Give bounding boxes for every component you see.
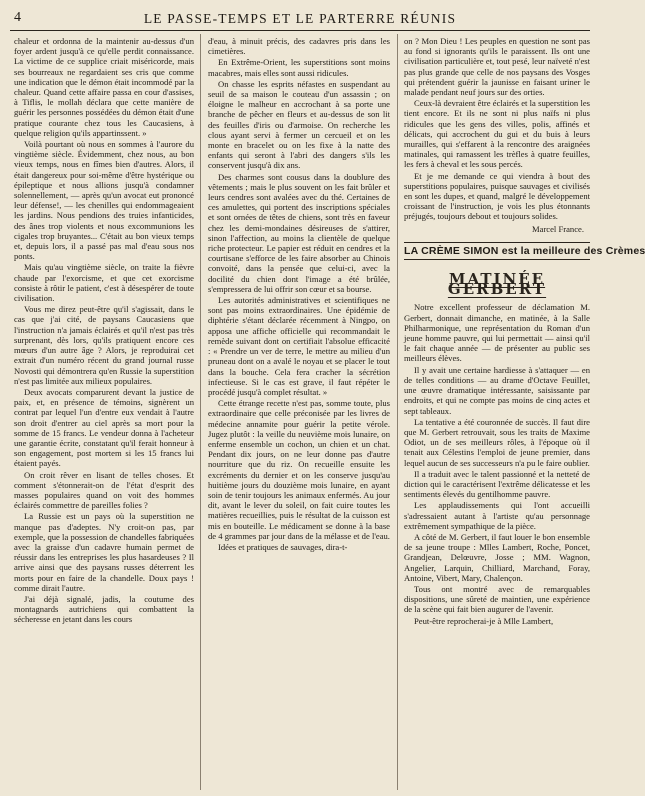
paragraph: J'ai déjà signalé, jadis, la coutume des montagnards autrichiens qui combattent la sécheresse en jetant dans les cours	[14, 593, 194, 625]
page-number: 4	[14, 10, 21, 25]
running-title: LE PASSE-TEMPS ET LE PARTERRE RÉUNIS	[143, 11, 457, 26]
advertisement-banner: LA CRÈME SIMON est la meilleure des Crèmes	[404, 242, 590, 260]
paragraph: Tous ont montré avec de remarquables dispositions, une sûreté de maintien, une expérience de la scène qui fait bien augurer de l'avenir.	[404, 583, 590, 615]
column-middle	[208, 36, 390, 788]
paragraph: Il a traduit avec le talent passionné et la netteté de diction qui le caractérisent l'extrême délicatesse et les sentiments élevés du gentilhomme pauvre.	[404, 468, 590, 500]
article-signature: Marcel France.	[531, 223, 584, 234]
column-divider	[200, 34, 201, 790]
page-header	[10, 6, 590, 31]
paragraph: Les autorités administratives et scientifiques ne sont pas moins extraordinaires. Une épidémie de diphtérie s'étant déclarée récemment à Ningpo, on apposa une affiche officielle qui recommandait le remède suivant dont on certifiait l'absolue efficacité : « Prendre un ver de terre, le mettre au milieu d'un pruneau dont on a avalé le noyau et se placer le tout dans la bouche. Cela fera cracher la sécrétion infectieuse. Si le cas est grave, il faut répéter le procédé jusqu'à complet résultat. »	[208, 295, 390, 397]
paragraph: on ? Mon Dieu ! Les peuples en question ne sont pas au fond si ignorants qu'ils le paraissent. Ils ont une civilisation particulière et, tout pesé, leur naïveté n'est pas plus grande que celle de nos paysans des Vosges qui prétendent guérir la jaunisse en faisant uriner le malade pendant neuf jours sur des orties.	[404, 36, 590, 98]
paragraph: Voilà pourtant où nous en sommes à l'aurore du vingtième siècle. Évidemment, chez nous, au bon vieux temps, nous en fîmes bien d'autres. Alors, il était dangereux pour soi-même d'être hystérique ou épileptique et nous allions jusqu'à condamner solennellement, — après qu'un avocat eut prononcé leur défense!, — les chenilles qui endommageaient les jardins. Nous pendions des truies infanticides, des ânes trop violents et nous excommunions les cigales trop bruyantes... C'était au bon vieux temps et, depuis lors, il a passé pas mal d'eau sous nos ponts.	[14, 139, 194, 262]
paragraph: La tentative a été couronnée de succès. Il faut dire que M. Gerbert retrouvait, sous les traits de Maxime Odiot, un de ses meilleurs rôles, à l'époque où il tenait aux Célestins l'emploi de jeune premier, dans lequel aucun de ses successeurs n'a pu le faire oublier.	[404, 416, 590, 468]
paragraph: La Russie est un pays où la superstition ne manque pas d'adeptes. N'y croit-on pas, par exemple, que la possession de chandelles fabriquées avec la graisse d'un cadavre humain permet de réussir dans les entreprises les plus hasardeuses ? Il arrive ainsi que des paysans russes déterrent les morts pour en faire de la chandelle. Doux pays ! comme dirait l'autre.	[14, 511, 194, 593]
column-left	[14, 36, 194, 788]
paragraph: Et je me demande ce qui viendra à bout des superstitions populaires, puisque sauvages et civilisés en sont les dupes, et quand, malgré le développement croissant de l'instruction, je vois les plus étonnants préjugés, toujours debout et toujours solides.	[404, 170, 590, 222]
paragraph: Il y avait une certaine hardiesse à s'attaquer — en de telles conditions — au drame d'Octave Feuillet, une œuvre dramatique intéressante, saisissante par endroits, et qui ne compte pas moins de cinq actes et sept tableaux.	[404, 364, 590, 416]
paragraph: Des charmes sont cousus dans la doublure des vêtements ; mais le plus souvent on les fait brûler et leurs cendres sont avalées avec du thé. Certaines de ces amulettes, qui portent des inscriptions spéciales et sont ornées de têtes de chiens, sont très en faveur chez les demi-mondaines désireuses de s'attirer, sinon l'affection, au moins la clientèle de quelque riche protecteur. Le papier est réduit en cendres et la courtisane s'efforce de les faire absorber au Chinois convoité, dans la pensée que celui-ci, avec la docilité du chien dont l'image a été brûlée, s'empressera de lui offrir son cœur et sa bourse.	[208, 171, 390, 294]
paragraph: Idées et pratiques de sauvages, dira-t-	[218, 541, 348, 552]
paragraph: On chasse les esprits néfastes en suspendant au seuil de sa maison le couteau d'un assassin ; on éloigne le malheur en accrochant à sa porte une branche de pêcher en fleurs et au-dessus de son lit des feuilles d'iris ou d'armoise. On recherche les clous ayant servi à fermer un cercueil et on les monte en bracelet ou on les fixe à la natte des enfants qui seront à l'abri des dangers s'ils les conservent jusqu'à dix ans.	[208, 78, 390, 171]
section-title: MATINÉE GERBERT	[447, 270, 547, 299]
paragraph: En Extrême-Orient, les superstitions sont moins macabres, mais elles sont aussi ridicules.	[208, 57, 390, 78]
paragraph: chaleur et ordonna de la maintenir au-dessus d'un foyer ardent jusqu'à ce qu'elle perdit connaissance. La victime de ce supplice criait miséricorde, mais ses bourreaux ne regardaient ses cris que comme une indication que le démon était incommodé par la chaleur. Quand cette affaire passa en cour d'assises, à Tiflis, le mollah déclara que cette manière de guérir les personnes possédées du démon était d'une pratique courante chez tous les Caucasiens, à quelque religion qu'ils appartinssent. »	[14, 36, 194, 138]
paragraph: d'eau, à minuit précis, des cadavres pris dans les cimetières.	[208, 36, 390, 57]
paragraph: Mais qu'au vingtième siècle, on traite la fièvre chaude par l'exorcisme, et que cet exorcisme consiste à rôtir le patient, c'est à désespérer de toute civilisation.	[14, 262, 194, 304]
paragraph: Notre excellent professeur de déclamation M. Gerbert, donnait dimanche, en matinée, à la Salle Philharmonique, une représentation du Roman d'un jeune homme pauvre, qui lui permettait — ainsi qu'il le fait chaque année — de présenter au public ses meilleurs élèves.	[404, 302, 590, 364]
paragraph: Les applaudissements qui l'ont accueilli s'adressaient autant à l'artiste qu'au personnage extrêmement sympathique de la pièce.	[404, 500, 590, 531]
column-right	[404, 36, 645, 788]
column-divider	[397, 34, 398, 790]
paragraph: Cette étrange recette n'est pas, somme toute, plus extraordinaire que celle préconisée par les livres de médecine annamite pour guérir la petite vérole. Jugez plutôt : la veille du neuvième mois lunaire, on enferme ensemble un cochon, un chien et un chat. Pendant dix jours, on ne leur donne pas d'autre nourriture que du riz. On recueille ensuite les excréments du dernier et on les conserve jusqu'au huitième jours du douzième mois lunaire, en ayant soin de tenir toujours les animaux enfermés. Au jour dit, avant le lever du soleil, on fait cuire toutes les matières recueillies, puis le résultat de la cuisson est mis en bouteille. Le médicament se donne à la base de 4 grammes par jour dans de la mélasse et de l'eau.	[208, 398, 390, 541]
paragraph: On croit rêver en lisant de telles choses. Et comment s'étonnerait-on de l'état d'esprit des masses populaires quand on voit des hommes éclairés commettre de pareilles folies ?	[14, 469, 194, 511]
paragraph: A côté de M. Gerbert, il faut louer le bon ensemble de sa jeune troupe : Mlles Lambert, Roche, Poncet, Grandjean, Delœuvre, Josse ; MM. Wagnon, Angelier, Larquin, Chilliard, Marchand, Foray, Antoine, Vibert, Mary, Chalençon.	[404, 531, 590, 583]
paragraph: Vous me direz peut-être qu'il s'agissait, dans le cas que j'ai cité, de paysans Caucasiens que l'instruction n'a jamais éclairés et qu'il n'est pas très surprenant, dès lors, qu'ils pratiquent encore ces mœurs d'un autre âge ? Alors, je reproduirai cet extrait d'un numéro récent du grand journal russe Novosti qui démontrera qu'en Russie la superstition n'est pas limitée aux milieux populaires.	[14, 304, 194, 386]
paragraph: Peut-être reprocherai-je à Mlle Lambert,	[414, 615, 554, 626]
paragraph: Deux avocats comparurent devant la justice de paix, et, en présence de témoins, signèrent un contrat par lequel l'un d'entre eux vendait à l'autre son droit d'entrer au ciel après sa mort pour la somme de 15 francs. Le vendeur donna à l'acheteur une garantie écrite, constatant qu'il ferait honneur à son engagement, post mortem si les 15 francs lui étaient payés.	[14, 386, 194, 469]
paragraph: Ceux-là devraient être éclairés et la superstition les tient encore. Et ils ne sont ni plus naïfs ni plus ridicules que les gens des villes, polis, affinés et délicats, qui accrochent du gui et du buis à leurs murailles, qui s'effarent à la rencontre des araignées matinales, qui ramassent les trèfles à quatre feuilles, les fers à cheval et les sous percés.	[404, 98, 590, 170]
